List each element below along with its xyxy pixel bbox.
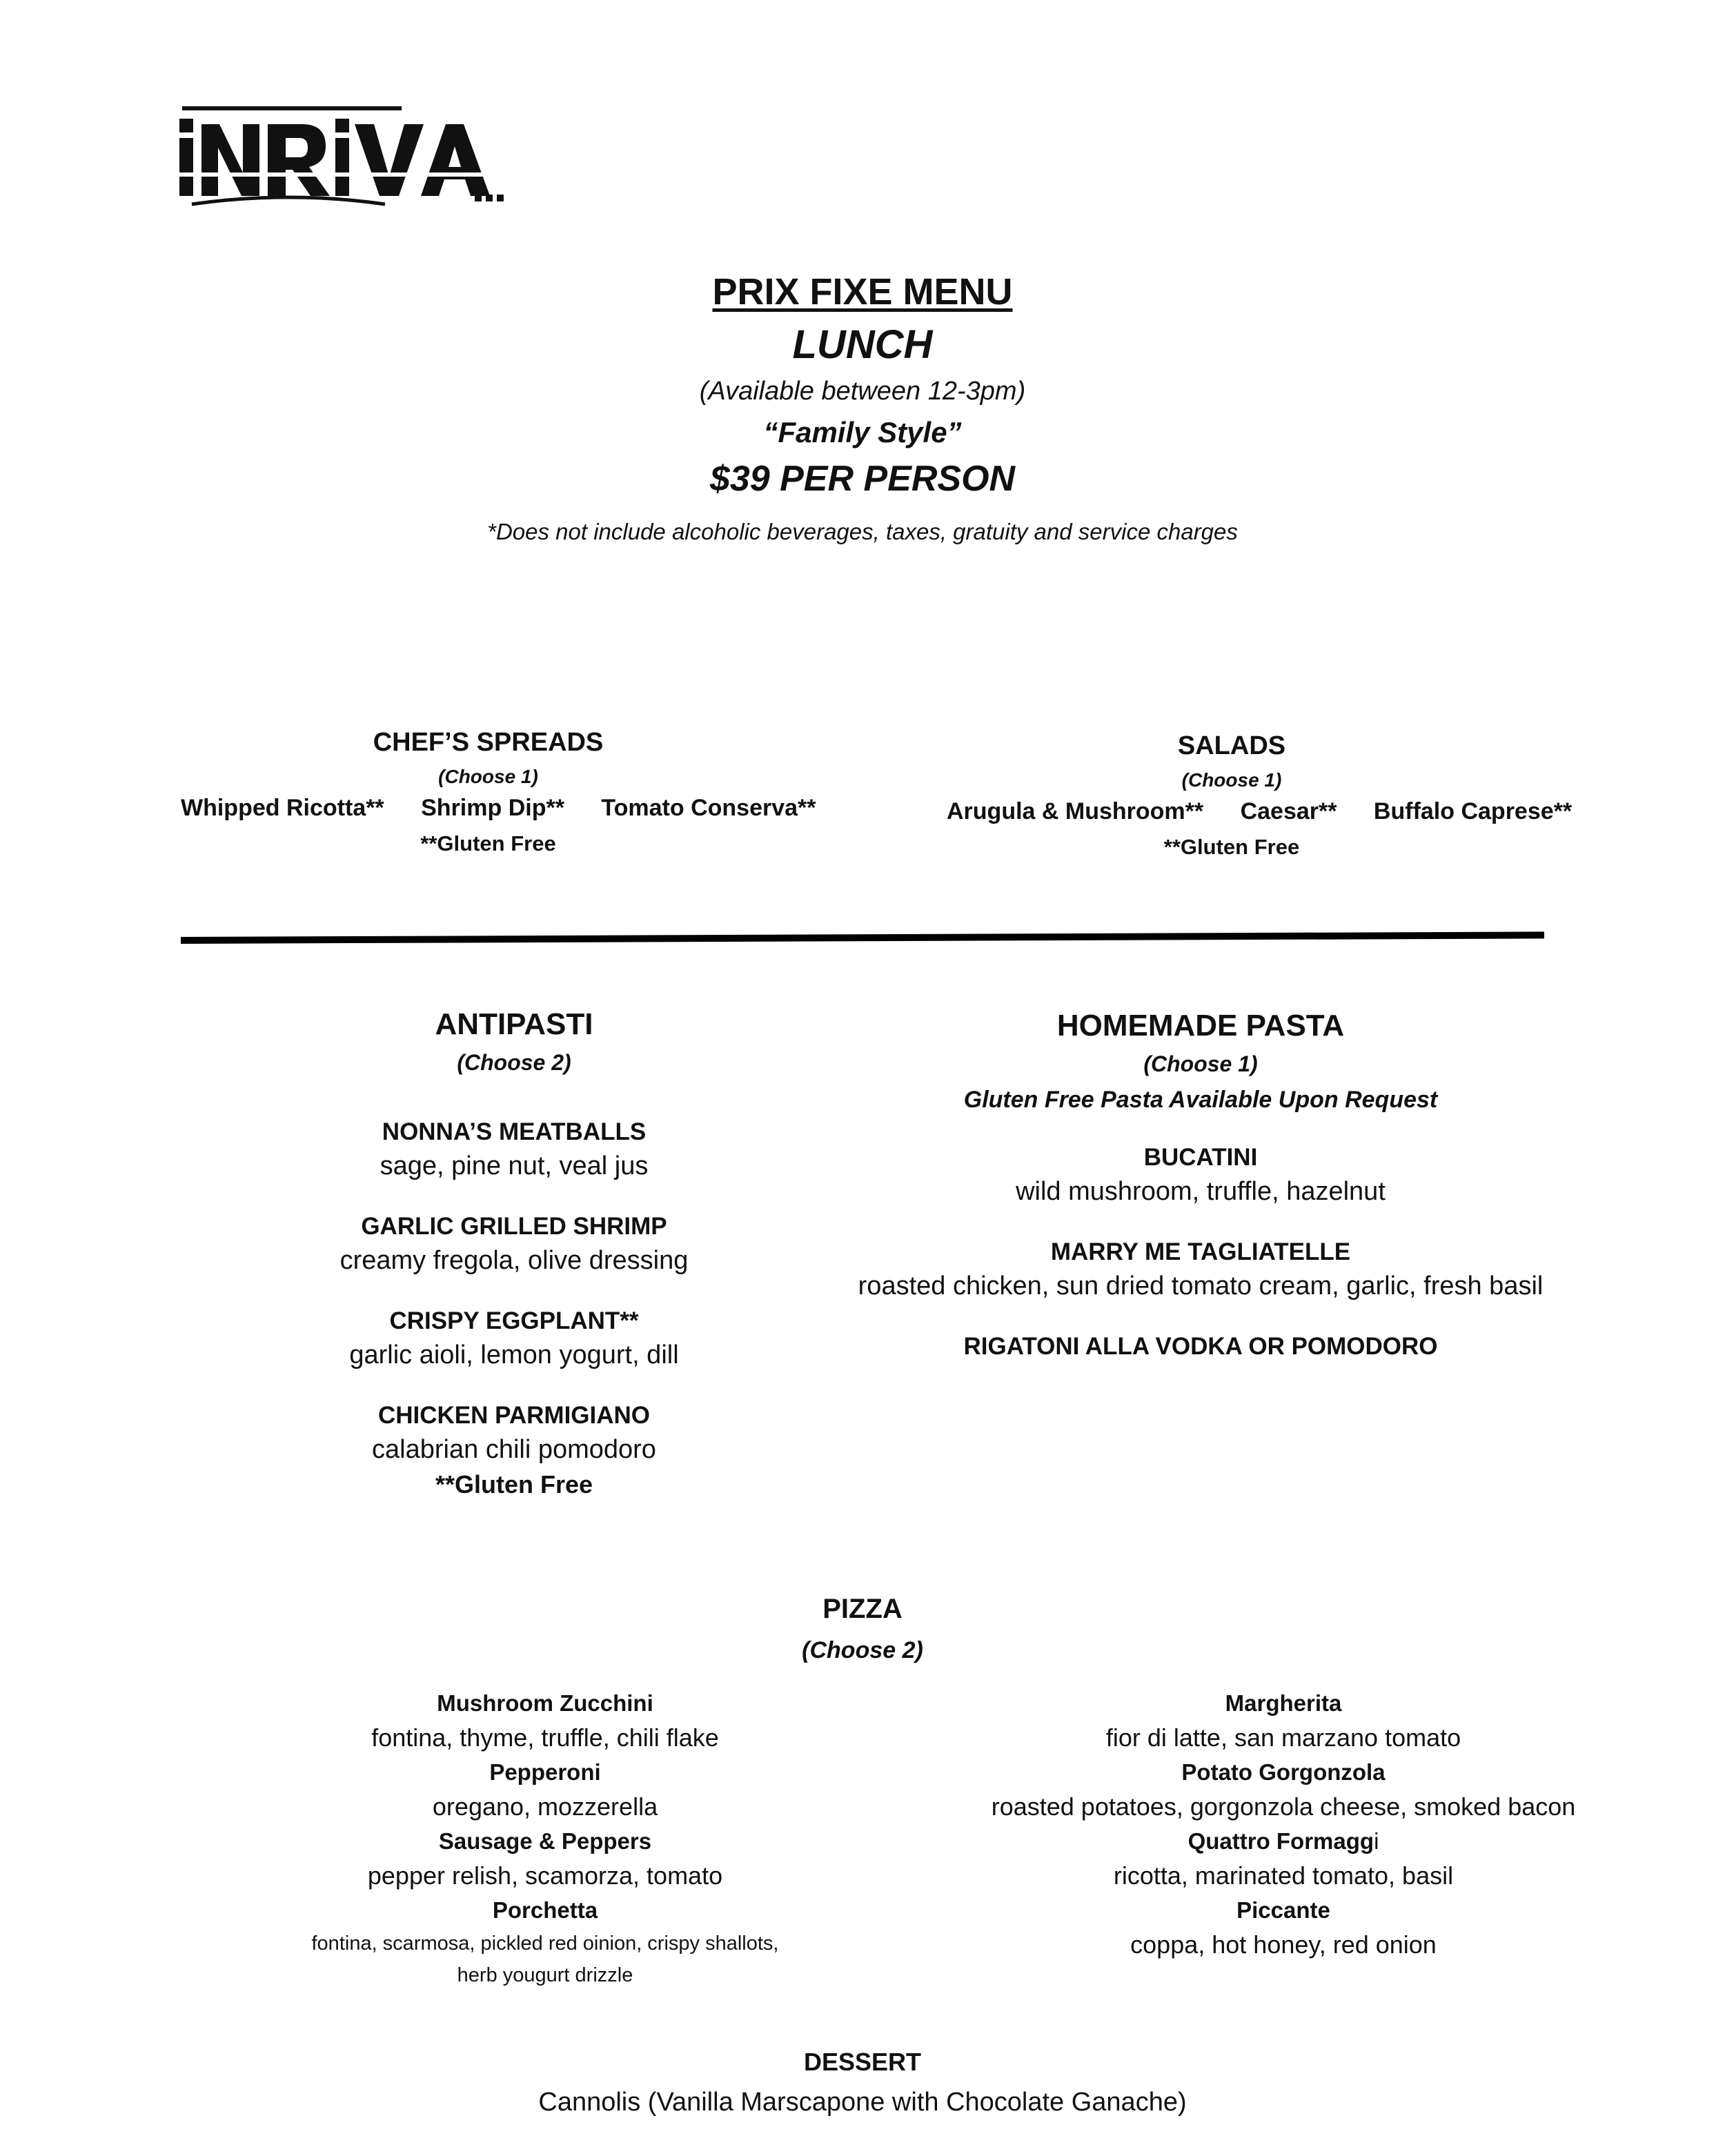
section-heading: PIZZA [822, 1594, 903, 1624]
pizza-name-suffix: i [1374, 1828, 1379, 1854]
dish-name: BUCATINI [1143, 1144, 1258, 1171]
dish-item [238, 1402, 790, 1465]
gluten-free-note: **Gluten Free [435, 1470, 593, 1499]
salads-section [931, 731, 1573, 860]
pizza-description: fontina, thyme, truffle, chili flake [371, 1723, 719, 1752]
choose-instruction: (Choose 1) [1181, 769, 1282, 791]
menu-option: Tomato Conserva** [601, 795, 816, 821]
menu-option: Buffalo Caprese** [1373, 798, 1573, 824]
pizza-description: oregano, mozzerella [432, 1792, 658, 1821]
pizza-name-main: Quattro Formagg [1187, 1828, 1374, 1854]
dish-description: roasted chicken, sun dried tomato cream, garlic, fresh basil [858, 1272, 1544, 1300]
pizza-description: fior di latte, san marzano tomato [1105, 1723, 1461, 1752]
pizza-name: Margherita [1225, 1690, 1342, 1716]
section-heading: HOMEMADE PASTA [1056, 1009, 1345, 1042]
section-divider [181, 931, 1544, 944]
pizza-name: Potato Gorgonzola [1181, 1759, 1386, 1785]
logo-graphic [178, 103, 513, 207]
dish-item [814, 1238, 1587, 1301]
gluten-free-note: **Gluten Free [1163, 835, 1300, 859]
pizza-description-line: fontina, scarmosa, pickled red oinion, crispy shallots, [311, 1932, 779, 1955]
pizza-name: Piccante [1236, 1897, 1330, 1923]
dish-name: GARLIC GRILLED SHRIMP [361, 1213, 667, 1240]
salads-options [931, 798, 1573, 825]
pizza-name: Pepperoni [489, 1759, 601, 1785]
gluten-free-pasta-note: Gluten Free Pasta Available Upon Request [963, 1087, 1438, 1113]
section-heading: ANTIPASTI [435, 1007, 593, 1041]
dish-name: MARRY ME TAGLIATELLE [1050, 1238, 1351, 1265]
menu-option: Whipped Ricotta** [181, 795, 384, 821]
gluten-free-note: **Gluten Free [420, 831, 556, 856]
dish-item [238, 1307, 790, 1370]
dish-name: RIGATONI ALLA VODKA OR POMODORO [963, 1333, 1438, 1360]
pizza-name: Porchetta [492, 1897, 598, 1923]
dish-item [238, 1118, 790, 1181]
homemade-pasta-section [814, 1009, 1587, 1361]
section-heading: CHEF’S SPREADS [373, 728, 604, 757]
menu-option: Shrimp Dip** [421, 795, 564, 821]
dish-description: garlic aioli, lemon yogurt, dill [349, 1341, 679, 1369]
pizza-section-header [0, 1594, 1725, 1664]
choose-instruction: (Choose 2) [457, 1050, 571, 1075]
dish-description: sage, pine nut, veal jus [379, 1151, 649, 1180]
spreads-options [166, 795, 816, 822]
availability-note: (Available between 12-3pm) [699, 377, 1026, 406]
pizza-name: Mushroom Zucchini [437, 1690, 653, 1716]
choose-instruction: (Choose 1) [438, 766, 538, 787]
restaurant-logo [178, 103, 513, 207]
dish-description: wild mushroom, truffle, hazelnut [1016, 1177, 1386, 1206]
price-disclaimer: *Does not include alcoholic beverages, taxes, gratuity and service charges [487, 519, 1238, 544]
dish-name: CHICKEN PARMIGIANO [377, 1402, 651, 1429]
dish-name: CRISPY EGGPLANT** [389, 1307, 639, 1334]
pizza-description: roasted potatoes, gorgonzola cheese, smoked bacon [991, 1792, 1576, 1821]
meal-label: LUNCH [792, 322, 933, 367]
pizza-left-column [241, 1690, 849, 1998]
service-style: “Family Style” [763, 416, 962, 448]
choose-instruction: (Choose 2) [802, 1637, 923, 1663]
dessert-description: Cannolis (Vanilla Marscapone with Chocolate Ganache) [538, 2088, 1187, 2117]
dessert-section [0, 2048, 1725, 2117]
pizza-right-column [876, 1690, 1690, 1966]
choose-instruction: (Choose 1) [1143, 1051, 1258, 1076]
menu-title: PRIX FIXE MENU [712, 271, 1013, 313]
dish-item [814, 1144, 1587, 1207]
dish-item [238, 1213, 790, 1276]
pizza-name [876, 1828, 1690, 1855]
menu-option: Caesar** [1240, 798, 1337, 824]
pizza-description [241, 1928, 849, 1991]
dish-description: calabrian chili pomodoro [372, 1435, 656, 1464]
dish-description: creamy fregola, olive dressing [339, 1246, 689, 1275]
pizza-name: Sausage & Peppers [438, 1828, 652, 1854]
pizza-description: pepper relish, scamorza, tomato [367, 1861, 723, 1890]
chefs-spreads-section [166, 728, 816, 856]
pizza-description-line: herb yougurt drizzle [457, 1964, 633, 1986]
section-heading: SALADS [1177, 731, 1286, 760]
pizza-description: coppa, hot honey, red onion [1130, 1930, 1437, 1959]
dish-item [814, 1333, 1587, 1361]
section-heading: DESSERT [803, 2048, 922, 2076]
pizza-description: ricotta, marinated tomato, basil [1113, 1861, 1454, 1890]
menu-option: Arugula & Mushroom** [947, 798, 1204, 824]
antipasti-section [238, 1007, 790, 1499]
dish-name: NONNA’S MEATBALLS [382, 1118, 647, 1145]
price-label: $39 PER PERSON [709, 459, 1016, 499]
